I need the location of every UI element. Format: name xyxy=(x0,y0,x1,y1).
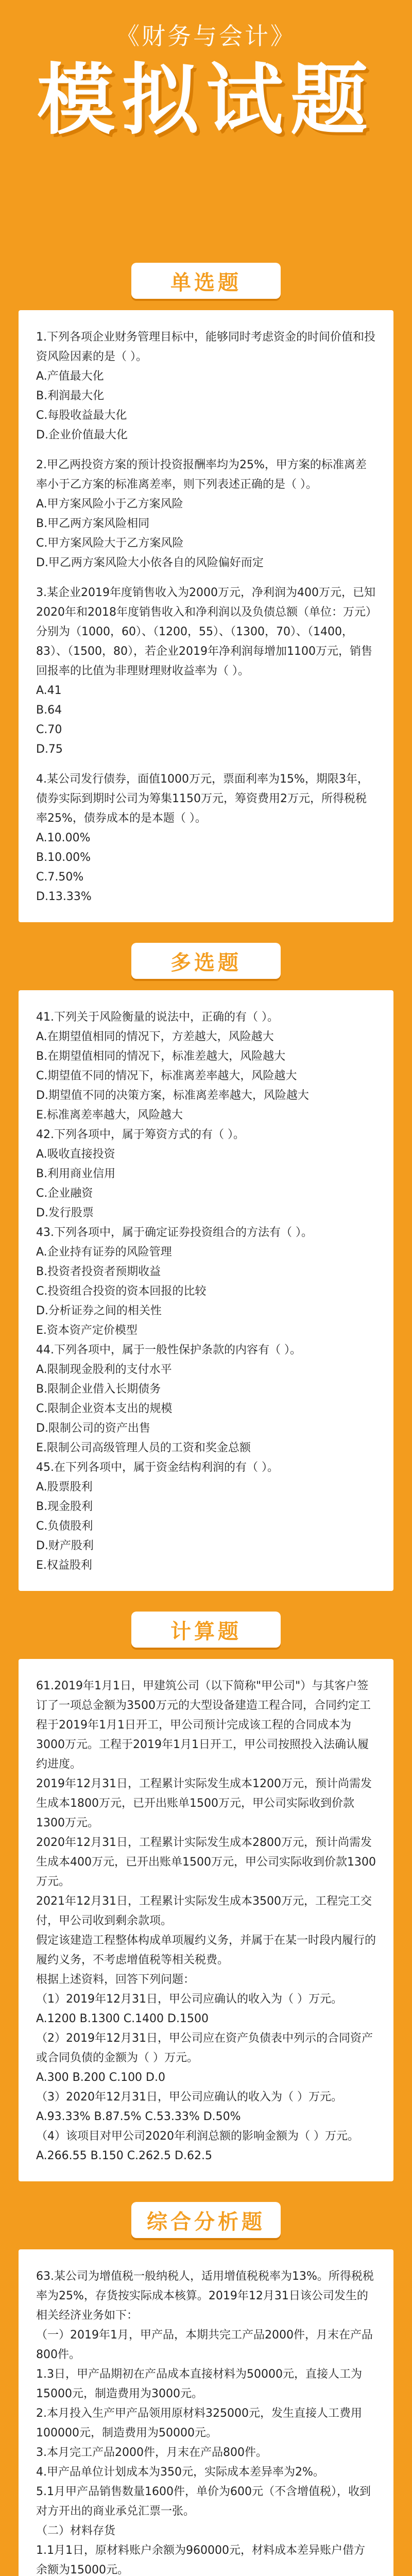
question-line: A.41 xyxy=(36,684,62,697)
question-line: A.266.55 B.150 C.262.5 D.62.5 xyxy=(36,2149,212,2162)
section-title: 多选题 xyxy=(170,951,242,975)
question-line: 63.某公司为增值税一般纳税人，适用增值税税率为13%。所得税税率为25%，存货按实际成本核算。2019年12月31日该公司发生的相关经济业务如下： xyxy=(36,2270,374,2322)
line-spacer xyxy=(36,759,376,770)
question-line: D.分析证券之间的相关性 xyxy=(36,1304,162,1317)
question-line: D.期望值不同的决策方案，标准离差率越大，风险越大 xyxy=(36,1089,309,1102)
question-line: 2021年12月31日，工程累计实际发生成本3500万元，工程完工交付，甲公司收到剩余款项。 xyxy=(36,1895,372,1927)
question-line: D.13.33% xyxy=(36,890,92,903)
question-line: C.负债股利 xyxy=(36,1520,93,1533)
question-line: C.期望值不同的情况下，标准离差率越大，风险越大 xyxy=(36,1070,297,1082)
question-line: C.投资组合投资的资本回报的比较 xyxy=(36,1285,207,1298)
question-line: 42.下列各项中，属于筹资方式的有（ ）。 xyxy=(36,1128,245,1141)
question-line: E.限制公司高级管理人员的工资和奖金总额 xyxy=(36,1442,251,1454)
question-line: 1.1月1日，原材料账户余额为960000元，材料成本差异账户借方余额为15000元。 xyxy=(36,2544,365,2576)
question-line: A.300 B.200 C.100 D.0 xyxy=(36,2071,165,2084)
question-line: E.资本资产定价模型 xyxy=(36,1324,138,1337)
question-line: A.93.33% B.87.5% C.53.33% D.50% xyxy=(36,2110,241,2123)
question-line: A.限制现金股利的支付水平 xyxy=(36,1363,172,1376)
header-title: 模拟试题 xyxy=(37,56,375,145)
question-line: B.利润最大化 xyxy=(36,389,105,402)
question-line: 45.在下列各项中，属于资金结构利润的有（ ）。 xyxy=(36,1461,279,1474)
section-comprehensive xyxy=(0,2202,412,2576)
question-line: B.在期望值相同的情况下，标准差越大，风险越大 xyxy=(36,1050,286,1063)
question-line: B.甲乙两方案风险相同 xyxy=(36,517,150,530)
question-list xyxy=(36,1008,376,1575)
question-line: 5.1月甲产品销售数量1600件，单价为600元（不含增值税），收到对方开出的商业承兑汇票一张。 xyxy=(36,2485,371,2518)
section-calculation xyxy=(0,1612,412,2181)
question-line: 2.甲乙两投资方案的预计投资报酬率均为25%，甲方案的标准离差率小于乙方案的标准离差率，则下列表述正确的是（ ）。 xyxy=(36,459,367,491)
question-list xyxy=(36,1676,376,2166)
question-line: C.70 xyxy=(36,723,62,736)
question-line: A.企业持有证券的风险管理 xyxy=(36,1246,172,1259)
question-line: 41.下列关于风险衡量的说法中，正确的有（ ）。 xyxy=(36,1011,279,1024)
question-line: 61.2019年1月1日，甲建筑公司（以下简称"甲公司"）与其客户签订了一项总金额为3500万元的大型设备建造工程合同，合同约定工程于2019年1月1日开工，甲公司预计完成该工程的合同成本为3000万元。工程于2019年1月1日开工，甲公司按照投入法确认履约进度。 xyxy=(36,1680,371,1771)
question-line: 1.下列各项企业财务管理目标中，能够同时考虑资金的时间价值和投资风险因素的是（ ）。 xyxy=(36,331,375,363)
question-line: C.7.50% xyxy=(36,871,84,884)
question-list xyxy=(36,2267,376,2576)
question-line: D.财产股利 xyxy=(36,1539,94,1552)
question-line: 1.3日，甲产品期初在产品成本直接材料为50000元，直接人工为15000元，制造费用为3000元。 xyxy=(36,2368,362,2400)
question-line: B.投资者投资者预期收益 xyxy=(36,1265,161,1278)
section-single-choice xyxy=(0,263,412,922)
question-line: B.10.00% xyxy=(36,851,91,864)
section-banner xyxy=(131,263,281,299)
section-banner xyxy=(131,1612,281,1648)
question-list xyxy=(36,328,376,907)
question-line: B.64 xyxy=(36,704,62,717)
question-line: A.1200 B.1300 C.1400 D.1500 xyxy=(36,2012,209,2025)
question-line: （二）材料存货 xyxy=(36,2524,116,2537)
question-line: （一）2019年1月，甲产品，本期共完工产品2000件，月末在产品800件。 xyxy=(36,2329,373,2361)
question-line: 4.甲产品单位计划成本为350元，实际成本差异率为2%。 xyxy=(36,2466,324,2479)
question-line: D.75 xyxy=(36,743,63,756)
section-banner xyxy=(131,2202,281,2238)
question-line: C.限制企业资本支出的规模 xyxy=(36,1402,173,1415)
question-line: D.甲乙两方案风险大小依各自的风险偏好而定 xyxy=(36,556,264,569)
question-line: A.股票股利 xyxy=(36,1481,93,1494)
question-line: D.限制公司的资产出售 xyxy=(36,1422,150,1435)
question-line: A.在期望值相同的情况下，方差越大，风险越大 xyxy=(36,1030,274,1043)
question-line: 3.某企业2019年度销售收入为2000万元，净利润为400万元，已知2020年和2018年度销售收入和净利润以及负债总额（单位：万元）分别为（1000，60）、（1200，55）、（1300，70）、（1400，83）、（1500，80），若企业2019年净利润每增加1100万元，销售回报率的比值为非理财理财收益率为（ ）。 xyxy=(36,586,375,677)
question-line: A.甲方案风险小于乙方案风险 xyxy=(36,498,183,511)
question-card xyxy=(19,990,393,1591)
header xyxy=(0,0,412,242)
question-card xyxy=(19,2249,393,2576)
section-multiple-choice xyxy=(0,943,412,1591)
question-line: （2）2019年12月31日，甲公司应在资产负债表中列示的合同资产或合同负债的金额为（ ）万元。 xyxy=(36,2032,373,2064)
question-line: （4）该项目对甲公司2020年利润总额的影响金额为（ ）万元。 xyxy=(36,2130,359,2143)
question-line: A.吸收直接投资 xyxy=(36,1148,115,1161)
question-line: 4.某公司发行债券，面值1000万元，票面利率为15%，期限3年，债券实际到期时公司为筹集1150万元，筹资费用2万元，所得税税率25%，债券成本的是本题（ ）。 xyxy=(36,773,369,825)
question-line: C.每股收益最大化 xyxy=(36,409,127,422)
question-card xyxy=(19,310,393,922)
question-line: 根据上述资料，回答下列问题： xyxy=(36,1973,195,1986)
question-line: 43.下列各项中，属于确定证券投资组合的方法有（ ）。 xyxy=(36,1226,313,1239)
question-line: B.利用商业信用 xyxy=(36,1167,116,1180)
question-line: （1）2019年12月31日，甲公司应确认的收入为（ ）万元。 xyxy=(36,1993,342,2006)
section-banner xyxy=(131,943,281,979)
question-line: D.发行股票 xyxy=(36,1207,94,1219)
question-line: D.企业价值最大化 xyxy=(36,429,128,442)
question-line: 44.下列各项中，属于一般性保护条款的内容有（ ）。 xyxy=(36,1344,301,1357)
section-title: 单选题 xyxy=(170,270,242,295)
question-line: C.企业融资 xyxy=(36,1187,93,1200)
question-line: E.权益股利 xyxy=(36,1559,92,1572)
question-line: 2.本月投入生产甲产品领用原材料325000元，发生直接人工费用100000元，制造费用为50000元。 xyxy=(36,2407,362,2439)
question-line: A.产值最大化 xyxy=(36,370,104,383)
question-line: E.标准离差率越大，风险越大 xyxy=(36,1109,183,1122)
question-line: A.10.00% xyxy=(36,832,91,844)
line-spacer xyxy=(36,573,376,583)
question-line: 2019年12月31日，工程累计实际发生成本1200万元，预计尚需发生成本1800万元，已开出账单1500万元，甲公司实际收到价款1300万元。 xyxy=(36,1777,372,1829)
question-line: B.现金股利 xyxy=(36,1500,93,1513)
header-subtitle: 《财务与会计》 xyxy=(116,22,296,50)
question-line: （3）2020年12月31日，甲公司应确认的收入为（ ）万元。 xyxy=(36,2091,342,2104)
question-card xyxy=(19,1659,393,2181)
question-line: 3.本月完工产品2000件，月末在产品800件。 xyxy=(36,2446,267,2459)
question-line: C.甲方案风险大于乙方案风险 xyxy=(36,537,184,550)
question-line: 假定该建造工程整体构成单项履约义务，并属于在某一时段内履行的履约义务，不考虑增值税等相关税费。 xyxy=(36,1934,376,1967)
line-spacer xyxy=(36,445,376,455)
question-line: B.限制企业借入长期债务 xyxy=(36,1383,161,1396)
question-line: 2020年12月31日，工程累计实际发生成本2800万元，预计尚需发生成本400万元，已开出账单1500万元，甲公司实际收到价款1300万元。 xyxy=(36,1836,376,1888)
section-title: 计算题 xyxy=(170,1619,242,1643)
section-title: 综合分析题 xyxy=(147,2210,265,2234)
